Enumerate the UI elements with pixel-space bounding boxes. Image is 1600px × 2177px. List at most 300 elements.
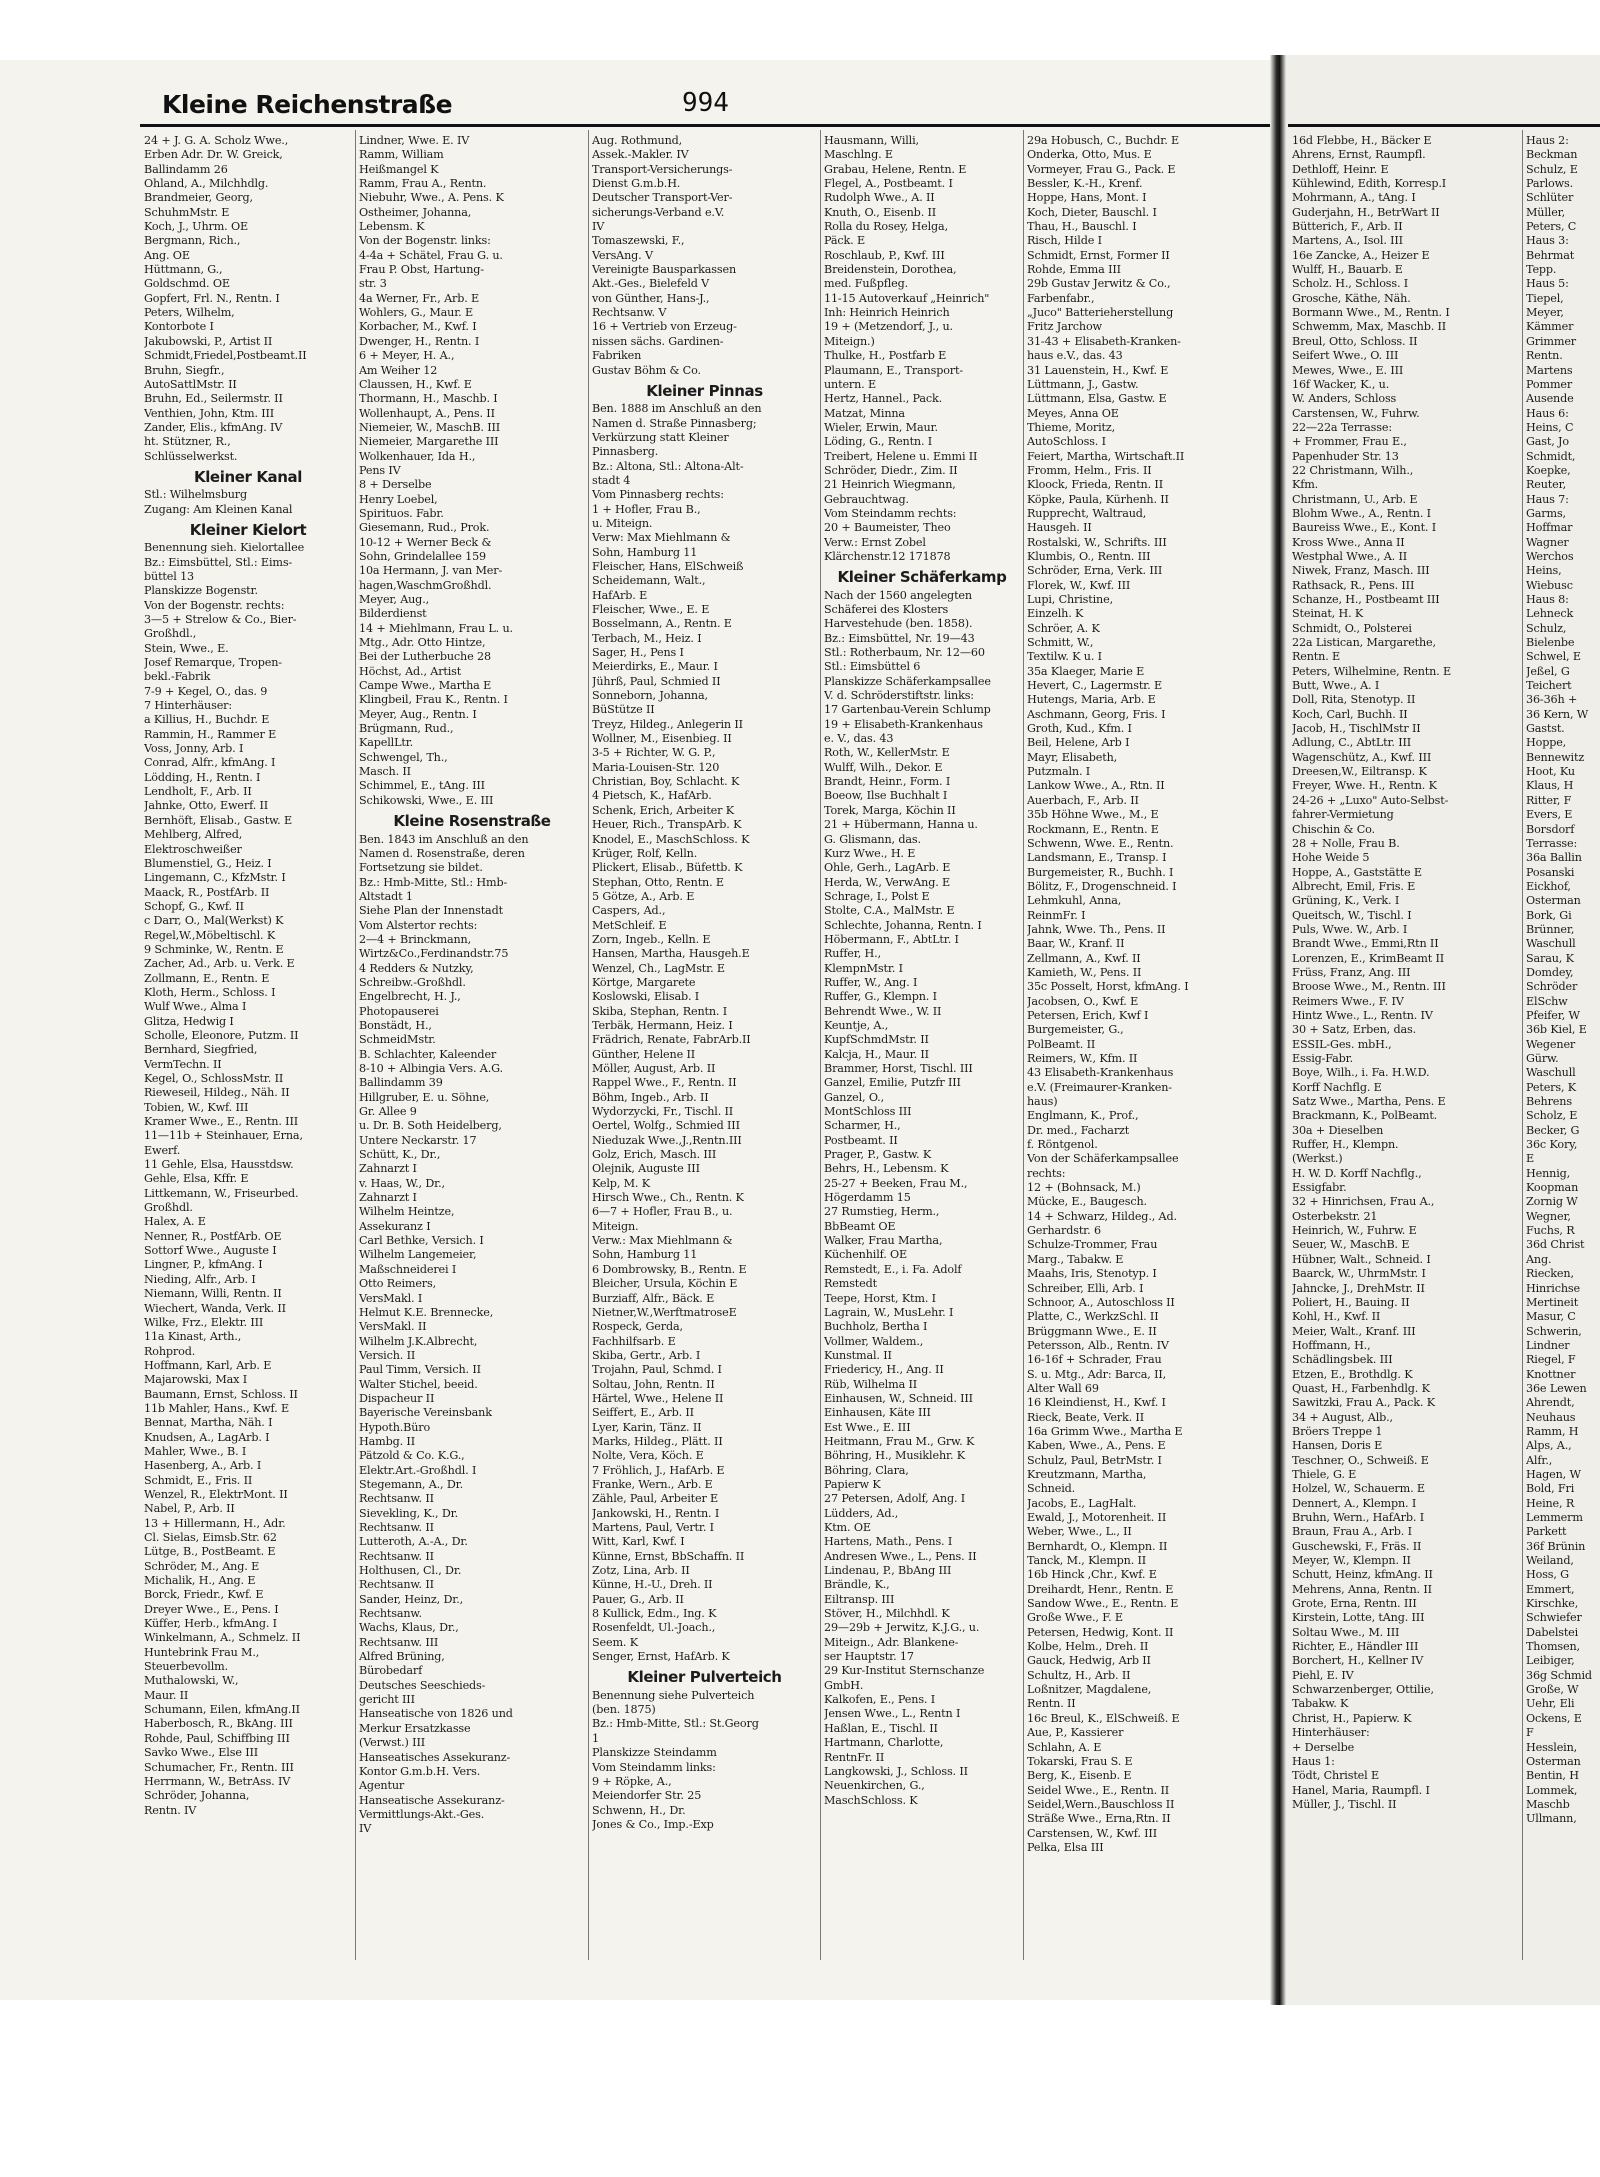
directory-entry-line: Gauck, Hedwig, Arb II [1027,1654,1151,1668]
directory-entry-line: Kloock, Frieda, Rentn. II [1027,478,1163,492]
directory-entry-line: Hevert, C., Lagermstr. E [1027,679,1162,693]
directory-entry-line: Weiland, [1526,1554,1574,1568]
directory-entry-line: Thau, H., Bauschl. I [1027,220,1137,234]
directory-entry-line: Namen d. Rosenstraße, deren [359,846,525,860]
directory-entry-line: Andresen Wwe., L., Pens. II [824,1549,977,1563]
directory-entry-line: Dreihardt, Henr., Rentn. E [1027,1582,1174,1596]
directory-entry-line: Senger, Ernst, HafArb. K [592,1650,730,1664]
directory-entry-line: Seuer, W., MaschB. E [1292,1238,1410,1252]
directory-entry-line: Schwarzenberger, Ottilie, [1292,1683,1434,1697]
directory-entry-line: Brandmeier, Georg, [144,191,253,205]
directory-entry-line: Gopfert, Frl. N., Rentn. I [144,291,280,305]
directory-entry-line: SchuhmMstr. E [144,205,230,219]
directory-entry-line: Verw: Max Miehlmann & [592,531,731,545]
directory-entry-line: Schwiefer [1526,1611,1582,1625]
directory-entry-line: 36d Christ [1526,1238,1585,1252]
directory-entry-line: Burziaff, Alfr., Bäck. E [592,1291,715,1305]
directory-entry-line: Hinterhäuser: [1292,1726,1370,1740]
directory-entry-line: Böhring, H., Musiklehr. K [824,1449,965,1463]
directory-entry-line: Rentn. E [1292,650,1341,664]
directory-entry-line: Teepe, Horst, Ktm. I [824,1291,936,1305]
directory-entry-line: Meyer, W., Klempn. II [1292,1554,1411,1568]
directory-entry-line: Schröder, Johanna, [144,1789,250,1803]
directory-entry-line: 6 + Meyer, H. A., [359,349,455,363]
directory-entry-line: 36f Brünin [1526,1539,1586,1553]
directory-entry-line: Eickhof, [1526,879,1571,893]
directory-entry-line: haus e.V., das. 43 [1027,349,1123,363]
directory-entry-line: Knudsen, A., LagArb. I [144,1430,270,1444]
directory-entry-line: Högerdamm 15 [824,1191,911,1205]
directory-entry-line: Zollmann, E., Rentn. E [144,971,270,985]
directory-entry-line: Schütt, K., Dr., [359,1148,441,1162]
directory-entry-line: 11a Kinast, Arth., [144,1330,242,1344]
directory-entry-line: Zellmann, A., Kwf. II [1027,951,1141,965]
directory-entry-line: 28 + Nolle, Frau B. [1292,836,1400,850]
directory-entry-line: Rentn. II [1027,1697,1076,1711]
directory-entry-line: Mahler, Wwe., B. I [144,1444,247,1458]
directory-entry-line: Engelbrecht, H. J., [359,990,461,1004]
directory-entry-line: Ang. [1526,1252,1552,1266]
directory-entry-line: Photopauserei [359,1004,439,1018]
directory-entry-line: Koepke, [1526,463,1571,477]
directory-entry-line: Wiechert, Wanda, Verk. II [144,1301,286,1315]
directory-entry-line: Maßschneiderei I [359,1262,457,1276]
directory-entry-line: 22—22a Terrasse: [1292,420,1392,434]
directory-entry-line: Tödt, Christel E [1292,1769,1379,1783]
column-divider [820,130,821,1960]
directory-entry-line: Haus 7: [1526,492,1569,506]
directory-entry-line: Hoppe, [1526,736,1567,750]
directory-entry-line: Terbäk, Hermann, Heiz. I [592,1018,733,1032]
directory-entry-line: Maschlng. E [824,148,893,162]
directory-entry-line: Steinat, H. K [1292,607,1364,621]
directory-entry-line: Schulz, Paul, BetrMstr. I [1027,1453,1162,1467]
directory-entry-line: + Frommer, Frau E., [1292,435,1407,449]
directory-entry-line: Soltau Wwe., M. III [1292,1625,1400,1639]
directory-entry-line: Rechtsanw. II [359,1549,434,1563]
directory-entry-line: 4 Pietsch, K., HafArb. [592,789,712,803]
directory-entry-line: Schmidt, O., Polsterei [1292,621,1412,635]
directory-entry-line: Hirsch Wwe., Ch., Rentn. K [592,1191,744,1205]
directory-entry-line: H. W. D. Korff Nachflg., [1292,1166,1422,1180]
directory-entry-line: Dreesen,W., Eiltransp. K [1292,765,1427,779]
directory-entry-line: Groth, Kud., Kfm. I [1027,722,1132,736]
section-heading: Kleine Rosenstraße [393,812,551,831]
directory-entry-line: 16 Kleindienst, H., Kwf. I [1027,1396,1166,1410]
directory-entry-line: Korff Nachflg. E [1292,1080,1382,1094]
directory-entry-line: + Derselbe [1292,1740,1355,1754]
directory-entry-line: 35c Posselt, Horst, kfmAng. I [1027,980,1189,994]
directory-entry-line: Wenzel, Ch., LagMstr. E [592,961,725,975]
directory-entry-line: 14 + Miehlmann, Frau L. u. [359,621,513,635]
directory-entry-line: Rammin, H., Rammer E [144,727,277,741]
directory-entry-line: Hansen, Doris E [1292,1439,1383,1453]
directory-entry-line: Lemmerm [1526,1511,1583,1524]
directory-entry-line: Jacobsen, O., Kwf. E [1027,994,1139,1008]
directory-entry-line: Lehmkuhl, Anna, [1027,894,1122,908]
directory-entry-line: Wiebusc [1526,578,1573,592]
directory-entry-line: Päck. E [824,234,865,248]
directory-entry-line: Frau P. Obst, Hartung- [359,263,484,277]
directory-entry-line: Risch, Hilde I [1027,234,1102,248]
directory-entry-line: Sonneborn, Johanna, [592,689,708,703]
directory-entry-line: Akt.-Ges., Bielefeld V [592,277,710,291]
directory-entry-line: AutoSattlMstr. II [144,377,237,391]
directory-entry-line: Mehlberg, Alfred, [144,828,243,842]
directory-entry-line: Petersson, Alb., Rentn. IV [1027,1338,1169,1352]
directory-entry-line: 4-4a + Schätel, Frau G. u. [359,248,503,262]
directory-entry-line: 2—4 + Brinckmann, [359,932,472,946]
directory-entry-line: Brüggmann Wwe., E. II [1027,1324,1157,1338]
directory-entry-line: Merkur Ersatzkasse [359,1721,471,1735]
directory-entry-line: Schreibw.-Großhdl. [359,975,466,989]
directory-entry-line: Wulff, Wilh., Dekor. E [824,760,943,774]
directory-entry-line: Einhausen, W., Schneid. III [824,1391,973,1405]
directory-entry-line: Masur, C [1526,1310,1576,1324]
directory-entry-line: Westphal Wwe., A. II [1292,549,1408,563]
directory-entry-line: 27 Petersen, Adolf, Ang. I [824,1492,966,1506]
directory-entry-line: Postbeamt. II [824,1133,898,1147]
directory-entry-line: Niebuhr, Wwe., A. Pens. K [359,191,504,205]
directory-entry-line: Knodel, E., MaschSchloss. K [592,832,750,846]
directory-entry-line: Vollmer, Waldem., [824,1334,924,1348]
directory-entry-line: Queitsch, W., Tischl. I [1292,908,1412,922]
directory-entry-line: Treibert, Helene u. Emmi II [824,449,978,463]
directory-entry-line: Textilw. K u. I [1027,650,1102,664]
directory-entry-line: Grimmer [1526,334,1576,348]
directory-entry-line: Ewald, J., Motorenheit. II [1027,1511,1167,1524]
directory-entry-line: Lödding, H., Rentn. I [144,770,261,784]
directory-entry-line: Osterbekstr. 21 [1292,1209,1378,1223]
directory-entry-line: Boeow, Ilse Buchhalt I [824,789,948,803]
directory-entry-line: Rupprecht, Waltraud, [1027,506,1147,520]
directory-entry-line: Remstedt [824,1277,877,1291]
directory-entry-line: Schröder, Diedr., Zim. II [824,463,958,477]
directory-entry-line: Lüttmann, Elsa, Gastw. E [1027,392,1167,406]
section-heading: Kleiner Kielort [189,520,307,539]
directory-entry-line: Heuer, Rich., TranspArb. K [592,818,742,832]
directory-entry-line: V. d. Schröderstiftstr. links: [824,689,974,703]
directory-entry-line: Zander, Elis., kfmAng. IV [144,420,283,434]
directory-column-1 [144,134,352,1818]
directory-entry-line: 6 Dombrowsky, B., Rentn. E [592,1262,747,1276]
directory-entry-line: Walter Stichel, beeid. [359,1377,478,1391]
directory-entry-line: Niwek, Franz, Masch. III [1292,564,1430,578]
directory-entry-line: Bz.: Eimsbüttel, Nr. 19—43 [824,631,975,645]
directory-entry-line: Posanski [1526,865,1575,879]
directory-entry-line: Nieduzak Wwe.,J.,Rentn.III [592,1133,742,1147]
directory-entry-line: Wieler, Erwin, Maur. [824,420,938,434]
directory-entry-line: Domdey, [1526,965,1574,979]
directory-entry-line: Schröder, M., Ang. E [144,1559,260,1573]
directory-entry-line: Bielenbe [1526,636,1575,650]
directory-entry-line: Jones & Co., Imp.-Exp [592,1817,714,1831]
directory-entry-line: 29—29b + Jerwitz, K.J.G., u. [824,1621,980,1635]
directory-entry-line: Kämmer [1526,320,1574,334]
directory-entry-line: Treyz, Hildeg., Anlegerin II [592,717,743,731]
directory-entry-line: Gehle, Elsa, Kffr. E [144,1172,249,1186]
directory-entry-line: fahrer-Vermietung [1292,808,1394,822]
directory-entry-line: Scholz. H., Schloss. I [1292,277,1409,291]
directory-entry-line: Platte, C., WerkzSchl. II [1027,1310,1159,1324]
directory-entry-line: Peters, Wilhelmine, Rentn. E [1292,664,1451,678]
directory-entry-line: Meiendorfer Str. 25 [592,1789,702,1803]
directory-entry-line: Schikowski, Wwe., E. III [359,793,494,807]
directory-entry-line: Behrens [1526,1095,1572,1109]
directory-entry-line: Hanseatische Assekuranz- [359,1793,505,1807]
directory-entry-line: Löding, G., Rentn. I [824,435,933,449]
directory-entry-line: Mehrens, Anna, Rentn. II [1292,1582,1432,1596]
directory-entry-line: Guschewski, F., Fräs. II [1292,1539,1422,1553]
directory-entry-line: E [1526,1152,1535,1166]
directory-entry-line: Hausgeh. II [1027,521,1092,535]
directory-entry-line: Beckman [1526,148,1578,162]
directory-entry-line: Hanseatisches Assekuranz- [359,1750,511,1764]
directory-entry-line: 8 Kullick, Edm., Ing. K [592,1607,717,1621]
directory-entry-line: (ben. 1875) [592,1703,656,1717]
directory-entry-line: 21 + Hübermann, Hanna u. [824,818,978,832]
directory-entry-line: (Werkst.) [1292,1152,1343,1166]
directory-entry-line: Ostheimer, Johanna, [359,205,472,219]
directory-entry-line: untern. E [824,377,877,391]
directory-entry-line: Meyer, [1526,306,1564,320]
directory-entry-line: Buchholz, Bertha I [824,1320,928,1334]
directory-entry-line: Aschmann, Georg, Fris. I [1027,707,1166,721]
directory-entry-line: 19 + (Metzendorf, J., u. [824,320,953,334]
directory-entry-line: Krüger, Rolf, Kelln. [592,846,698,860]
directory-entry-line: 7 Fröhlich, J., HafArb. E [592,1463,725,1477]
directory-entry-line: Hoffmann, H., [1292,1338,1371,1352]
directory-entry-line: Kelp, M. K [592,1176,650,1190]
directory-entry-line: Rospeck, Gerda, [592,1320,683,1334]
directory-entry-line: Sohn, Grindelallee 159 [359,549,487,563]
directory-entry-line: 7 Hinterhäuser: [144,699,232,713]
directory-entry-line: Garms, [1526,506,1566,520]
directory-entry-line: Glitza, Hedwig I [144,1014,234,1028]
directory-entry-line: 43 Elisabeth-Krankenhaus [1027,1066,1174,1080]
directory-entry-line: Vom Steindamm links: [592,1760,716,1774]
directory-entry-line: Scheidemann, Walt., [592,574,706,588]
directory-entry-line: Stl.: Rotherbaum, Nr. 12—60 [824,646,985,660]
directory-entry-line: Emmert, [1526,1582,1575,1596]
directory-entry-line: Miteign., Adr. Blankene- [824,1635,959,1649]
directory-entry-line: ESSIL-Ges. mbH., [1292,1037,1392,1051]
directory-entry-line: Gebrauchtwag. [824,492,909,506]
directory-entry-line: Klärchenstr.12 171878 [824,549,951,563]
directory-entry-line: Feiert, Martha, Wirtschaft.II [1027,449,1185,463]
directory-entry-line: hagen,WaschmGroßhdl. [359,578,492,592]
directory-entry-line: Hoffmar [1526,521,1573,535]
directory-entry-line: 30a + Dieselben [1292,1123,1384,1137]
directory-entry-line: Hintz Wwe., L., Rentn. IV [1292,1008,1433,1022]
directory-entry-line: Flegel, A., Postbeamt. I [824,177,953,191]
directory-entry-line: Kramer Wwe., E., Rentn. III [144,1115,298,1129]
directory-entry-line: Weber, Wwe., L., II [1027,1525,1132,1539]
directory-entry-line: Lankow Wwe., A., Rtn. II [1027,779,1165,793]
directory-entry-line: Puls, Wwe. W., Arb. I [1292,922,1408,936]
directory-entry-line: Prager, P., Gastw. K [824,1148,932,1162]
directory-entry-line: Blumenstiel, G., Heiz. I [144,856,272,870]
directory-entry-line: Rappel Wwe., F., Rentn. II [592,1076,737,1090]
directory-entry-line: Skiba, Stephan, Rentn. I [592,1004,727,1018]
directory-entry-line: Koslowski, Elisab. I [592,990,700,1004]
directory-entry-line: Gastst. [1526,722,1565,736]
directory-entry-line: Bruhn, Siegfr., [144,363,225,377]
directory-entry-line: Rechtsanw. II [359,1492,434,1506]
directory-entry-line: Wilhelm Heintze, [359,1205,455,1219]
directory-entry-line: Ben. 1843 im Anschluß an den [359,832,529,846]
directory-entry-line: Brackmann, K., PolBeamt. [1292,1109,1438,1123]
directory-entry-line: 24-26 + „Luxo" Auto-Selbst- [1292,793,1449,807]
directory-entry-line: Evers, E [1526,808,1573,822]
directory-entry-line: Uehr, Eli [1526,1697,1575,1711]
directory-entry-line: Hambg. II [359,1434,415,1448]
directory-entry-line: c Darr, O., Mal(Werkst) K [144,914,284,928]
directory-entry-line: Alter Wall 69 [1027,1381,1099,1395]
directory-entry-line: Olejnik, Auguste III [592,1162,700,1176]
directory-entry-line: Terrasse: [1526,836,1578,850]
directory-entry-line: Friedericy, H., Ang. II [824,1363,944,1377]
directory-entry-line: Savko Wwe., Else III [144,1746,259,1760]
directory-entry-line: Boye, Wilh., i. Fa. H.W.D. [1292,1066,1430,1080]
directory-entry-line: 22a Listican, Margarethe, [1292,636,1436,650]
directory-entry-line: Dreyer Wwe., E., Pens. I [144,1602,279,1616]
directory-entry-line: Schwenn, H., Dr. [592,1803,686,1817]
directory-entry-line: Hoppe, A., Gaststätte E [1292,865,1422,879]
directory-entry-line: Rohde, Paul, Schiffbing III [144,1731,290,1745]
directory-entry-line: 9 + Röpke, A., [592,1774,672,1788]
directory-entry-line: 34 + August, Alb., [1292,1410,1393,1424]
directory-entry-line: Fortsetzung sie bildet. [359,861,483,875]
directory-entry-line: Bentin, H [1526,1769,1579,1783]
directory-entry-line: Bz.: Altona, Stl.: Altona-Alt- [592,459,744,473]
directory-entry-line: Rudolph Wwe., A. II [824,191,935,205]
directory-entry-line: Bork, Gi [1526,908,1572,922]
directory-entry-line: Hertz, Hannel., Pack. [824,392,943,406]
directory-entry-line: Fuchs, R [1526,1224,1575,1238]
directory-entry-line: Schulz, E [1526,162,1578,176]
directory-entry-line: Von der Schäferkampsallee [1027,1152,1179,1166]
directory-entry-line: GmbH. [824,1678,864,1692]
directory-entry-line: (Verwst.) III [359,1736,425,1750]
directory-entry-line: Wollner, M., Eisenbieg. II [592,732,732,746]
directory-entry-line: Bayerische Vereinsbank [359,1406,492,1420]
directory-entry-line: VermTechn. II [144,1057,222,1071]
directory-entry-line: Künne, H.-U., Dreh. II [592,1578,713,1592]
directory-entry-line: u. Miteign. [592,516,653,530]
directory-entry-line: Ahrendt, [1526,1396,1575,1410]
directory-entry-line: Lorenzen, E., KrimBeamt II [1292,951,1445,965]
directory-entry-line: Einzelh. K [1027,607,1084,621]
directory-entry-line: Schlechte, Johanna, Rentn. I [824,918,982,932]
directory-entry-line: ElSchw [1526,994,1568,1008]
directory-entry-line: Frädrich, Renate, FabrArb.II [592,1033,751,1047]
directory-entry-line: Lyer, Karin, Tänz. II [592,1420,702,1434]
directory-entry-line: 36-36h + [1526,693,1578,707]
directory-entry-line: 14 + Schwarz, Hildeg., Ad. [1027,1209,1177,1223]
directory-entry-line: Lupi, Christine, [1027,593,1113,606]
directory-entry-line: Rosenfeldt, Ul.-Joach., [592,1621,716,1635]
directory-entry-line: Schröder, Erna, Verk. III [1027,564,1163,578]
directory-entry-line: Zugang: Am Kleinen Kanal [144,502,293,516]
directory-entry-line: Eiltransp. III [824,1592,895,1606]
directory-entry-line: Tabakw. K [1292,1697,1349,1711]
directory-entry-line: Fleischer, Hans, ElSchweiß [592,559,744,573]
directory-entry-line: Ohle, Gerh., LagArb. E [824,861,951,875]
directory-entry-line: 16b Hinck ,Chr., Kwf. E [1027,1568,1157,1582]
directory-entry-line: Teichert [1526,679,1572,693]
directory-entry-line: Tiepel, [1526,291,1564,305]
directory-entry-line: Böhm, Ingeb., Arb. II [592,1090,709,1104]
directory-entry-line: Koch, J., Uhrm. OE [144,220,249,234]
directory-entry-line: Farbenfabr., [1027,291,1095,305]
directory-entry-line: W. Anders, Schloss [1292,392,1397,406]
directory-entry-line: Maschb [1526,1797,1570,1811]
directory-entry-line: Voss, Jonny, Arb. I [144,742,244,756]
directory-entry-line: Haus 2: [1526,134,1569,147]
directory-entry-line: 16d Flebbe, H., Bäcker E [1292,134,1432,147]
directory-entry-line: Wirtz&Co.,Ferdinandstr.75 [359,947,509,961]
directory-entry-line: Jeßel, G [1526,664,1570,678]
directory-entry-line: Lüttmann, J., Gastw. [1027,377,1139,391]
directory-entry-line: Roth, W., KellerMstr. E [824,746,950,760]
directory-entry-line: Schmidt, E., Fris. II [144,1473,253,1487]
directory-entry-line: Schultz, H., Arb. II [1027,1668,1131,1682]
directory-entry-line: Seidel,Wern.,Bauschloss II [1027,1797,1175,1811]
directory-entry-line: Meyes, Anna OE [1027,406,1119,420]
directory-entry-line: Peters, K [1526,1080,1576,1094]
directory-entry-line: Am Weiher 12 [359,363,438,377]
directory-entry-line: Siehe Plan der Innenstadt [359,904,503,918]
directory-entry-line: Ang. OE [144,248,190,262]
directory-entry-line: e.V. (Freimaurer-Kranken- [1027,1080,1172,1094]
directory-entry-line: gericht III [359,1693,415,1707]
directory-entry-line: Lindner [1526,1338,1570,1352]
directory-entry-line: Sträße Wwe., Erna,Rtn. II [1027,1812,1171,1826]
directory-entry-line: Jankowski, H., Rentn. I [592,1506,720,1520]
directory-entry-line: Stegemann, A., Dr. [359,1477,464,1491]
directory-entry-line: Essig-Fabr. [1292,1052,1354,1065]
directory-entry-line: Müller, [1526,205,1566,219]
directory-entry-line: 35a Klaeger, Marie E [1027,664,1145,678]
directory-entry-line: 11-15 Autoverkauf „Heinrich" [824,291,990,305]
directory-entry-line: Michalik, H., Ang. E [144,1574,256,1588]
directory-entry-line: Klingbeil, Frau K., Rentn. I [359,693,508,707]
directory-entry-line: Dr. med., Facharzt [1027,1123,1130,1137]
directory-entry-line: Maahs, Iris, Stenotyp. I [1027,1267,1157,1281]
directory-entry-line: Helmut K.E. Brennecke, [359,1305,494,1319]
directory-entry-line: 4 Redders & Nutzky, [359,961,474,975]
directory-entry-line: Breidenstein, Dorothea, [824,263,957,277]
directory-entry-line: Pfeifer, W [1526,1008,1580,1022]
directory-entry-line: Wolkenhauer, Ida H., [359,449,476,463]
directory-entry-line: ht. Stützner, R., [144,435,231,449]
directory-entry-line: Einhausen, Käte III [824,1406,931,1420]
directory-entry-line: Ganzel, O., [824,1090,884,1104]
directory-entry-line: Planskizze Schäferkampsallee [824,674,991,688]
directory-entry-line: Gr. Allee 9 [359,1105,417,1119]
directory-entry-line: Schädlingsbek. III [1292,1353,1393,1367]
directory-entry-line: Hartmann, Charlotte, [824,1736,944,1750]
directory-entry-line: Rechtsanw. II [359,1521,434,1534]
directory-entry-line: Gast, Jo [1526,435,1569,449]
directory-entry-line: Dispacheur II [359,1391,435,1405]
directory-entry-line: Dethloff, Heinr. E [1292,162,1389,176]
directory-entry-line: Ramm, Frau A., Rentn. [359,177,487,191]
directory-entry-line: Bernhardt, O., Klempn. II [1027,1539,1168,1553]
directory-entry-line: Wilhelm J.K.Albrecht, [359,1334,478,1348]
directory-entry-line: Schwerin, [1526,1324,1582,1338]
